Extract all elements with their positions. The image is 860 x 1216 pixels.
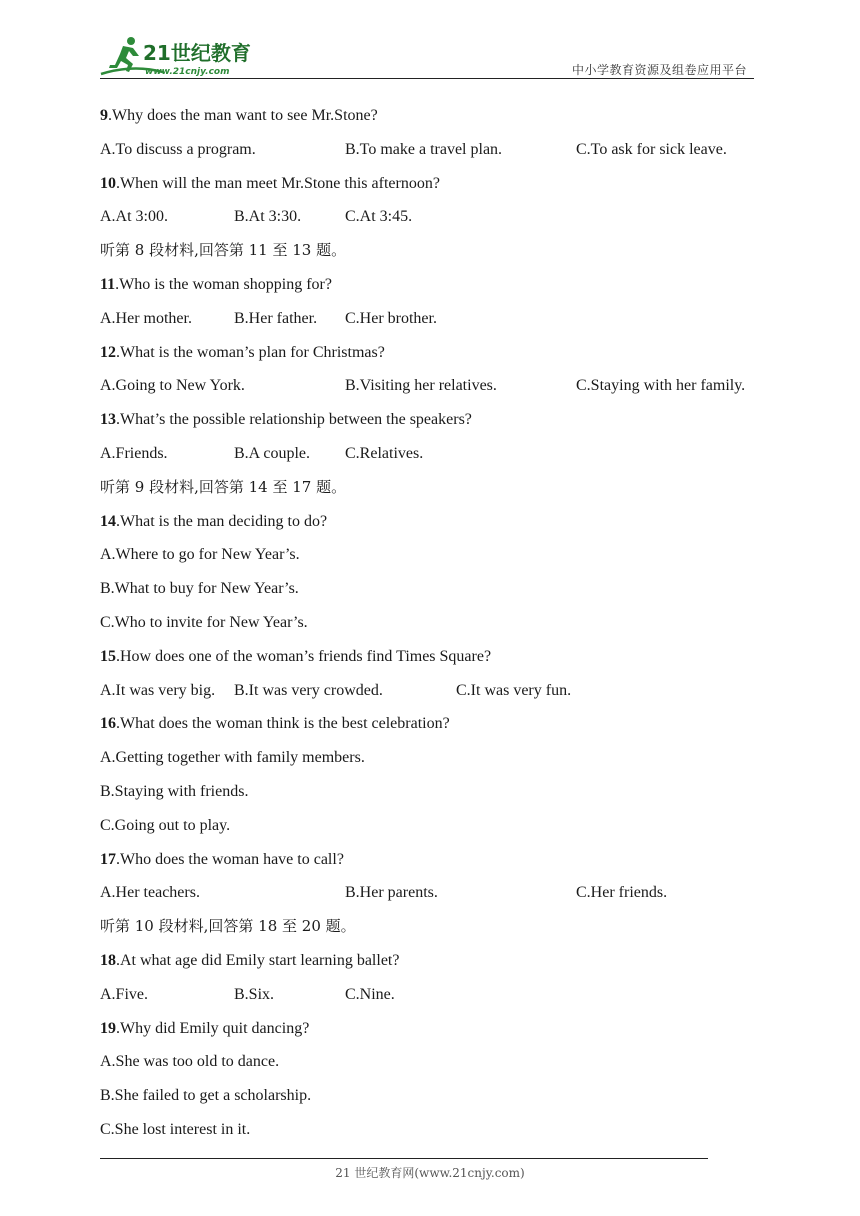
question-16 [100, 707, 780, 741]
options-row [100, 674, 780, 708]
question-12 [100, 336, 780, 370]
question-number: 9 [100, 107, 108, 124]
question-text: .What is the woman’s plan for Christmas? [116, 343, 385, 361]
options-row [100, 978, 780, 1012]
option-c: C.At 3:45. [345, 208, 413, 226]
option-c: C.It was very fun. [456, 681, 572, 699]
option-c: C.To ask for sick leave. [576, 140, 727, 158]
question-text: .Who does the woman have to call? [116, 850, 344, 868]
option-c: C.Her brother. [345, 309, 437, 327]
section-heading: 听第 9 段材料,回答第 14 至 17 题。 [100, 477, 347, 496]
question-18 [100, 944, 780, 978]
option-b: B.At 3:30. [234, 208, 302, 226]
question-text: .How does one of the woman’s friends find Times Square? [116, 647, 492, 665]
footer-divider [100, 1158, 708, 1159]
header-platform-text: 中小学教育资源及组卷应用平台 [572, 63, 748, 77]
options-row [100, 876, 780, 910]
question-text: .What’s the possible relationship between the speakers? [116, 411, 472, 429]
section-heading: 听第 10 段材料,回答第 18 至 20 题。 [100, 917, 356, 936]
header-divider [100, 78, 754, 79]
section-heading: 听第 8 段材料,回答第 11 至 13 题。 [100, 241, 347, 260]
option-line: C.Who to invite for New Year’s. [100, 613, 308, 631]
svg-text:21世纪教育: 21世纪教育 [143, 41, 251, 65]
question-14 [100, 505, 780, 539]
option-a: A.Her mother. [100, 309, 192, 327]
question-list [100, 99, 780, 1147]
logo [93, 34, 263, 80]
option-a: A.Her teachers. [100, 884, 200, 902]
option-b: B.To make a travel plan. [345, 140, 503, 158]
svg-text:www.21cnjy.com: www.21cnjy.com [145, 67, 230, 77]
option-b: B.It was very crowded. [234, 681, 383, 699]
option-b: B.A couple. [234, 444, 310, 462]
option-a: A.It was very big. [100, 681, 216, 699]
question-number: 18 [100, 951, 116, 969]
question-text: .What does the woman think is the best celebration? [116, 715, 450, 733]
option-line: B.She failed to get a scholarship. [100, 1087, 312, 1105]
question-text: .Who is the woman shopping for? [115, 275, 332, 293]
question-19 [100, 1012, 780, 1046]
question-number: 10 [100, 174, 116, 192]
option-a: A.Friends. [100, 444, 168, 462]
option-b: B.Six. [234, 985, 275, 1003]
question-15 [100, 640, 780, 674]
option-line: C.She lost interest in it. [100, 1120, 251, 1138]
option-c: C.Relatives. [345, 444, 424, 462]
option-a: A.At 3:00. [100, 208, 168, 226]
option-a: A.Five. [100, 985, 148, 1003]
option-line: A.Where to go for New Year’s. [100, 546, 300, 564]
option-line: A.She was too old to dance. [100, 1053, 280, 1071]
options-row [100, 437, 780, 471]
question-text: .At what age did Emily start learning ballet? [116, 951, 400, 969]
question-text: .When will the man meet Mr.Stone this afternoon? [116, 174, 440, 192]
page-header [0, 0, 860, 90]
options-row [100, 369, 780, 403]
option-line: C.Going out to play. [100, 816, 231, 834]
question-number: 19 [100, 1019, 116, 1037]
option-a: A.To discuss a program. [100, 140, 256, 158]
option-line: B.Staying with friends. [100, 782, 249, 800]
page-footer: 21 世纪教育网(www.21cnjy.com) [335, 1166, 525, 1180]
option-line: B.What to buy for New Year’s. [100, 580, 299, 598]
question-number: 11 [100, 275, 116, 293]
question-number: 13 [100, 411, 116, 429]
question-number: 16 [100, 715, 116, 733]
option-b: B.Her father. [234, 309, 318, 327]
question-13 [100, 403, 780, 437]
option-a: A.Going to New York. [100, 377, 245, 395]
question-number: 17 [100, 850, 116, 868]
question-17 [100, 843, 780, 877]
question-number: 12 [100, 343, 116, 361]
option-b: B.Her parents. [345, 884, 438, 902]
runner-logo-icon [93, 34, 263, 80]
question-number: 15 [100, 647, 116, 665]
question-text: .Why does the man want to see Mr.Stone? [108, 107, 378, 124]
question-text: .Why did Emily quit dancing? [116, 1019, 310, 1037]
options-row [100, 200, 780, 234]
options-row [100, 302, 780, 336]
question-10 [100, 167, 780, 201]
question-9 [100, 99, 780, 133]
option-b: B.Visiting her relatives. [345, 377, 497, 395]
question-number: 14 [100, 512, 116, 530]
question-11 [100, 268, 780, 302]
option-c: C.Her friends. [576, 884, 668, 902]
question-text: .What is the man deciding to do? [116, 512, 328, 530]
option-c: C.Staying with her family. [576, 377, 746, 395]
options-row [100, 133, 780, 167]
option-line: A.Getting together with family members. [100, 749, 365, 767]
option-c: C.Nine. [345, 985, 395, 1003]
